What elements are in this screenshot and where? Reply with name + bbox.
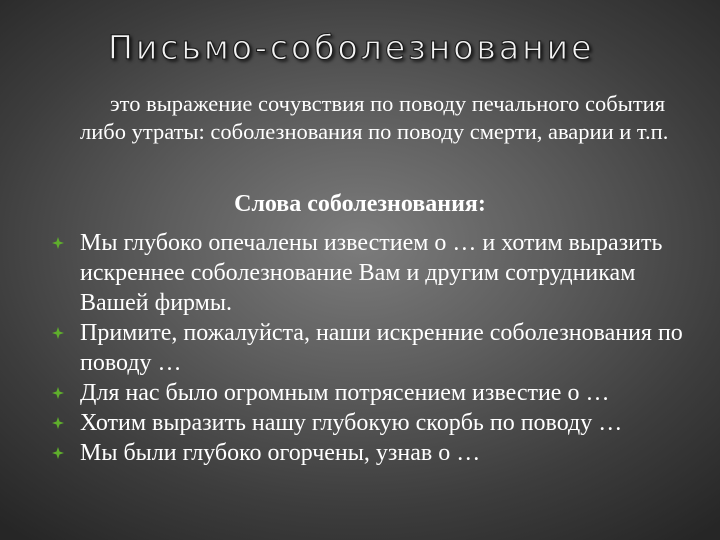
list-item: [0, 378, 720, 408]
list-item: [0, 408, 720, 438]
phrase-text: Примите, пожалуйста, наши искренние соболезнования по поводу …: [80, 320, 683, 376]
diamond-bullet-icon: [52, 417, 64, 429]
slide-title: Письмо-соболезнование: [108, 28, 595, 67]
phrase-text: Мы глубоко опечалены известием о … и хотим выразить искреннее соболезнование Вам и другим сотрудникам Вашей фирмы.: [80, 230, 663, 316]
phrase-text: Хотим выразить нашу глубокую скорбь по поводу …: [80, 410, 623, 436]
diamond-bullet-icon: [52, 237, 64, 249]
list-item: [0, 318, 720, 378]
subheading: Слова соболезнования:: [234, 191, 486, 217]
condolence-phrases-list: [0, 228, 720, 468]
definition-text: это выражение сочувствия по поводу печального события либо утраты: соболезнования по поводу смерти, аварии и т.п.: [80, 91, 669, 144]
diamond-bullet-icon: [52, 387, 64, 399]
diamond-bullet-icon: [52, 327, 64, 339]
phrase-text: Мы были глубоко огорчены, узнав о …: [80, 440, 481, 466]
list-item: [0, 438, 720, 468]
phrase-text: Для нас было огромным потрясением известие о …: [80, 380, 610, 406]
diamond-bullet-icon: [52, 447, 64, 459]
list-item: [0, 228, 720, 318]
